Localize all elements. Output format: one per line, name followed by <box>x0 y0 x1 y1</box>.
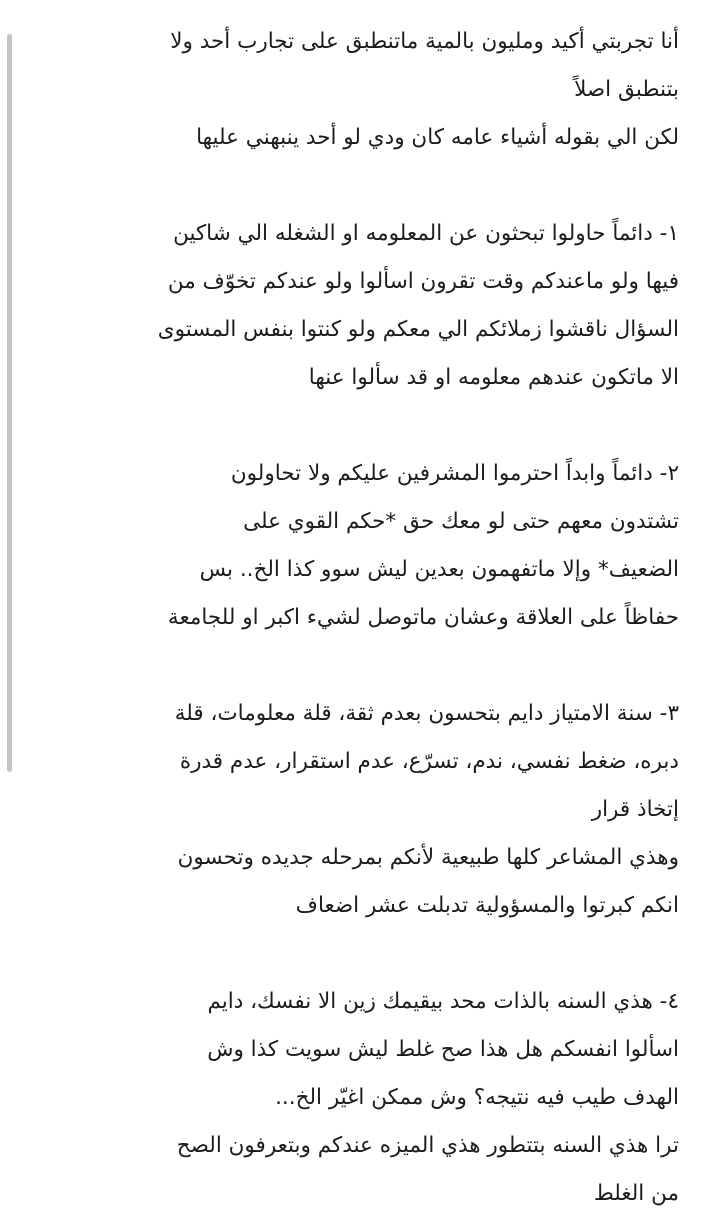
paragraph-point-3 <box>49 690 679 930</box>
text-line: من الغلط <box>593 1181 679 1206</box>
text-line: السؤال ناقشوا زملائكم الي معكم ولو كنتوا بنفس المستوى <box>157 317 679 342</box>
text-line: فيها ولو ماعندكم وقت تقرون اسألوا ولو عندكم تخوّف من <box>167 269 679 294</box>
note-body <box>49 18 679 1218</box>
text-line: تشتدون معهم حتى لو معك حق *حكم القوي على <box>243 509 679 534</box>
text-line: ٢- دائماً وابداً احترموا المشرفين عليكم ولا تحاولون <box>230 461 679 486</box>
text-line: لكن الي بقوله أشياء عامه كان ودي لو أحد ينبهني عليها <box>196 125 679 150</box>
text-line: الضعيف* وإلا ماتفهمون بعدين ليش سوو كذا الخ.. بس <box>199 557 679 582</box>
vertical-scrollbar[interactable] <box>7 34 12 772</box>
text-line: بتنطبق اصلاً <box>574 77 679 102</box>
text-line: انكم كبرتوا والمسؤولية تدبلت عشر اضعاف <box>295 893 679 918</box>
paragraph-point-1 <box>49 210 679 402</box>
text-line: إتخاذ قرار <box>591 797 679 822</box>
text-line: ترا هذي السنه بتتطور هذي الميزه عندكم وبتعرفون الصح <box>176 1133 679 1158</box>
text-line: حفاظاً على العلاقة وعشان ماتوصل لشيء اكبر او للجامعة <box>167 605 679 630</box>
text-line: اسألوا انفسكم هل هذا صح غلط ليش سويت كذا وش <box>207 1037 679 1062</box>
text-line: الهدف طيب فيه نتيجه؟ وش ممكن اغيّر الخ... <box>275 1085 679 1110</box>
paragraph-point-2 <box>49 450 679 642</box>
text-line: ١- دائماً حاولوا تبحثون عن المعلومه او الشغله الي شاكين <box>173 221 679 246</box>
text-line: الا ماتكون عندهم معلومه او قد سألوا عنها <box>308 365 679 390</box>
text-line: دبره، ضغط نفسي، ندم، تسرّع، عدم استقرار، عدم قدرة <box>179 749 679 774</box>
text-line: أنا تجربتي أكيد ومليون بالمية ماتنطبق على تجارب أحد ولا <box>170 29 679 54</box>
text-line: ٤- هذي السنه بالذات محد بيقيمك زين الا نفسك، دايم <box>207 989 679 1014</box>
text-line: وهذي المشاعر كلها طبيعية لأنكم بمرحله جديده وتحسون <box>177 845 679 870</box>
paragraph-intro <box>49 18 679 162</box>
text-line: ٣- سنة الامتياز دايم بتحسون بعدم ثقة، قلة معلومات، قلة <box>174 701 679 726</box>
paragraph-point-4 <box>49 978 679 1218</box>
